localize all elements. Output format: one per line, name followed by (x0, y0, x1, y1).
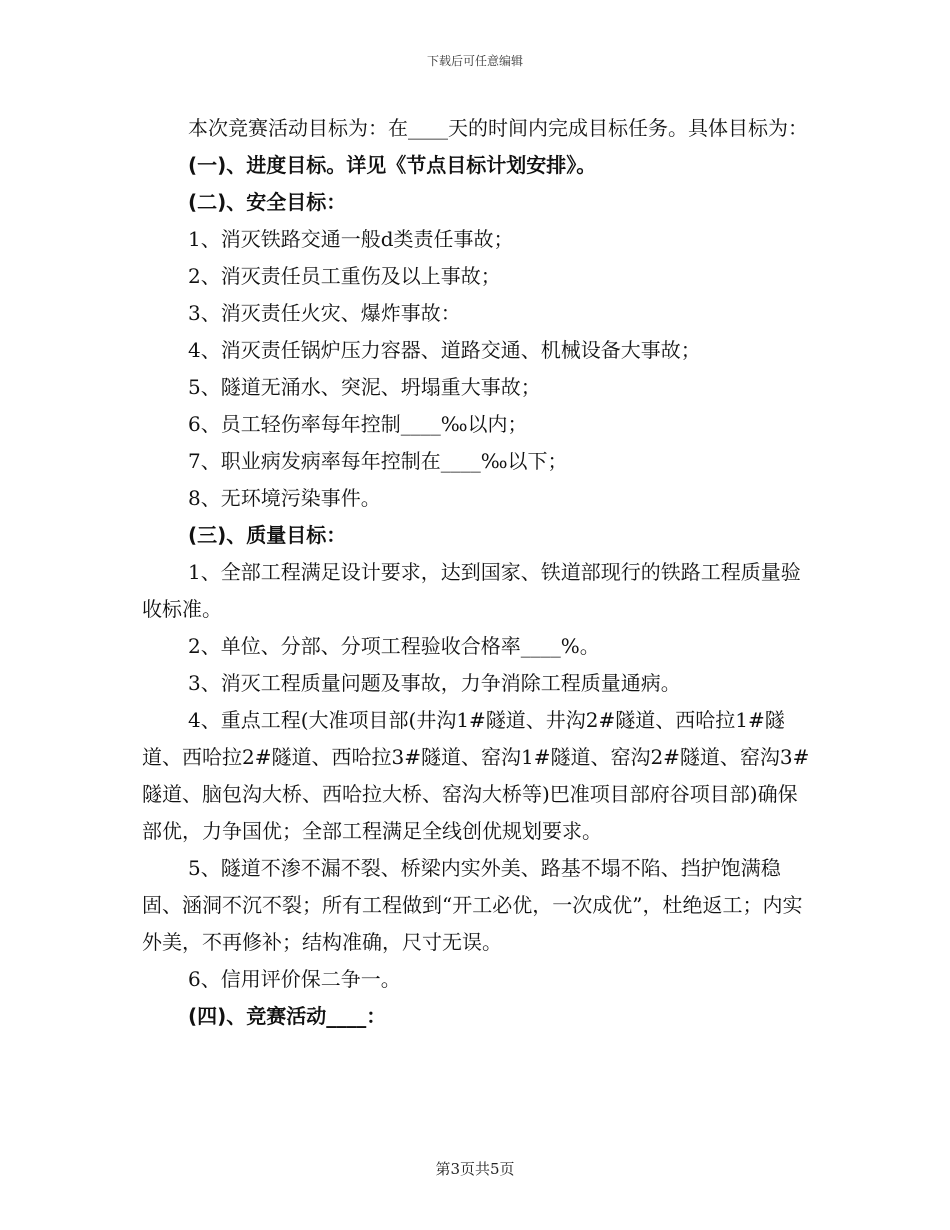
list-item-safety-7: 7、职业病发病率每年控制在____‰以下； (188, 449, 568, 473)
list-item-safety-5: 5、隧道无涌水、突泥、坍塌重大事故； (188, 375, 541, 399)
list-item-quality-4: 4、重点工程(大准项目部(井沟1#隧道、井沟2#隧道、西哈拉1#隧道、西哈拉2#隧道、西哈拉3#隧道、窑沟1#隧道、窑沟2#隧道、窑沟3#隧道、脑包沟大桥、西哈拉大桥、窑沟大桥等)巴准项目部府谷项目部)确保部优，力争国优；全部工程满足全线创优规划要求。 (142, 708, 810, 843)
list-item-safety-3: 3、消灭责任火灾、爆炸事故： (188, 301, 461, 325)
heading-quality-goal: (三)、质量目标： (188, 523, 347, 547)
list-item-safety-1: 1、消灭铁路交通一般d类责任事故； (188, 227, 514, 251)
list-item-quality-2: 2、单位、分部、分项工程验收合格率____%。 (188, 634, 600, 658)
list-item-quality-5: 5、隧道不渗不漏不裂、桥梁内实外美、路基不塌不陷、挡护饱满稳固、涵洞不沉不裂；所有工程做到“开工必优，一次成优”，杜绝返工；内实外美，不再修补；结构准确，尺寸无误。 (142, 856, 803, 954)
list-item-quality-3: 3、消灭工程质量问题及事故，力争消除工程质量通病。 (188, 671, 681, 695)
list-item-quality-1: 1、全部工程满足设计要求，达到国家、铁道部现行的铁路工程质量验收标准。 (142, 560, 801, 621)
list-item-safety-4: 4、消灭责任锅炉压力容器、道路交通、机械设备大事故； (188, 338, 701, 362)
paragraph-goal-intro: 本次竞赛活动目标为：在____天的时间内完成目标任务。具体目标为： (188, 116, 808, 140)
heading-competition-activity: (四)、竞赛活动____： (188, 1004, 387, 1028)
list-item-safety-6: 6、员工轻伤率每年控制____‰以内； (188, 412, 528, 436)
list-item-quality-6: 6、信用评价保二争一。 (188, 967, 401, 991)
document-body (142, 110, 814, 1035)
list-item-safety-2: 2、消灭责任员工重伤及以上事故； (188, 264, 501, 288)
heading-schedule-goal: (一)、进度目标。详见《节点目标计划安排》。 (188, 153, 597, 177)
page-number: 第3页共5页 (435, 1160, 515, 1178)
page-header: 下载后可任意编辑 (426, 54, 523, 68)
list-item-safety-8: 8、无环境污染事件。 (188, 486, 381, 510)
heading-safety-goal: (二)、安全目标： (188, 190, 347, 214)
